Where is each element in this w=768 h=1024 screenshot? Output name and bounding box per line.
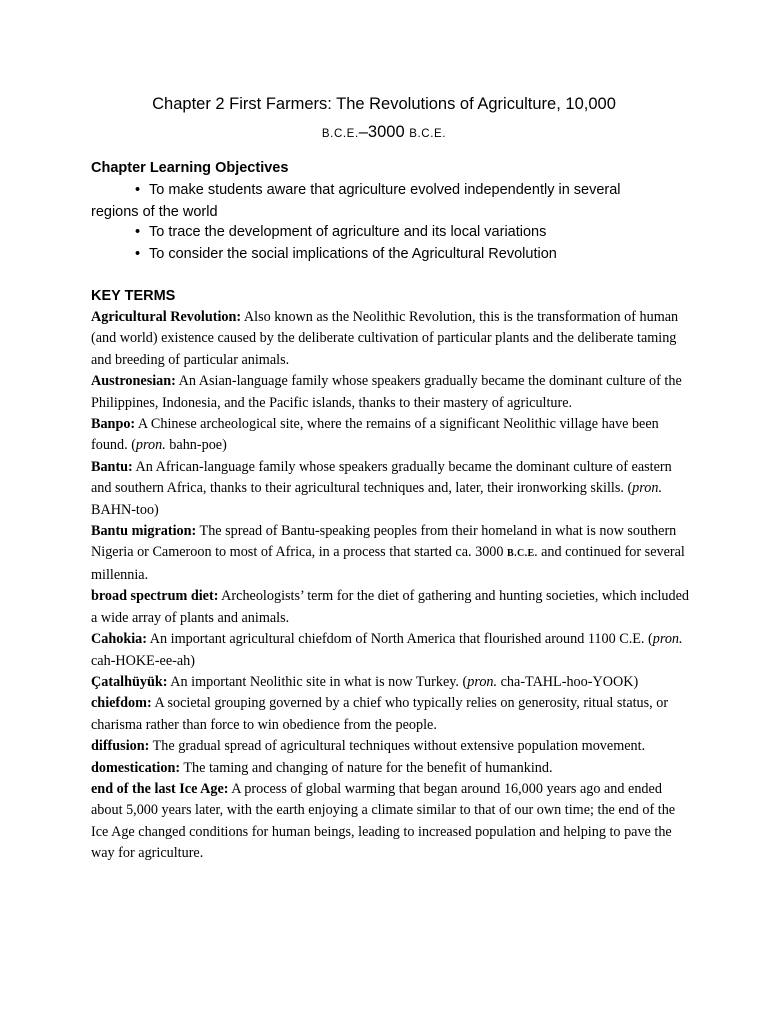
- pron-label: pron.: [135, 437, 166, 454]
- pronunciation: cha-TAHL-hoo-YOOK): [497, 673, 639, 690]
- chapter-title-line-1: [60, 91, 708, 118]
- bullet: •: [135, 182, 141, 198]
- term-name: end of the last Ice Age:: [91, 780, 229, 797]
- objective-text: To trace the development of agriculture and its local variations: [149, 224, 547, 240]
- term-name: broad spectrum diet:: [91, 588, 219, 605]
- bullet: •: [135, 224, 141, 240]
- term-definition: The gradual spread of agricultural techniques without extensive population movement.: [149, 738, 646, 755]
- pron-label: pron.: [467, 673, 498, 690]
- objective-text: To consider the social implications of the Agricultural Revolution: [149, 246, 557, 262]
- key-terms-list: [91, 307, 691, 865]
- term-name: Bantu:: [91, 458, 133, 475]
- term-definition: An African-language family whose speakers gradually became the dominant culture of eastern and southern Africa, thanks to their agricultural techniques and, later, their ironworking skills. (: [91, 458, 672, 497]
- term-entry: [91, 414, 691, 457]
- term-definition: Also known as the Neolithic Revolution, this is the transformation of human (and world) existence caused by the deliberate cultivation of particular plants and the deliberate taming and breeding of particular animals.: [91, 309, 679, 368]
- chapter-title-text: Chapter 2 First Farmers: The Revolutions of Agriculture, 10,000: [152, 95, 616, 113]
- term-definition: A Chinese archeological site, where the remains of a significant Neolithic village have been found. (: [91, 416, 659, 454]
- term-definition: An important agricultural chiefdom of North America that flourished around 1100 C.E. (: [146, 631, 653, 648]
- term-definition: and continued for several millennia.: [91, 544, 685, 583]
- term-entry: [91, 779, 691, 865]
- term-entry: [91, 693, 691, 736]
- chapter-title-line-2: [60, 119, 708, 148]
- pronunciation: BAHN-too): [91, 501, 159, 518]
- term-entry: [91, 629, 691, 672]
- term-definition: The spread of Bantu-speaking peoples from their homeland in what is now southern Nigeria or Cameroon to most of Africa, in a process that started ca. 3000: [91, 523, 677, 561]
- term-name: Agricultural Revolution:: [91, 309, 242, 325]
- term-definition: Archeologists’ term for the diet of gathering and hunting societies, which included a wide array of plants and animals.: [91, 588, 689, 626]
- era-label: B.C.E.: [409, 128, 447, 140]
- objective-item-2: [135, 221, 546, 243]
- era-label: B.C.E.: [507, 548, 538, 560]
- term-entry: [91, 371, 691, 414]
- term-name: domestication:: [91, 759, 181, 776]
- term-name: chiefdom:: [91, 695, 152, 712]
- term-definition: A societal grouping governed by a chief who typically relies on generosity, ritual status, or charisma rather than force to win obedience from the people.: [91, 695, 669, 733]
- objective-text: To make students aware that agriculture evolved independently in several: [149, 182, 621, 198]
- objective-item-3: [135, 243, 557, 265]
- term-name: Bantu migration:: [91, 523, 197, 540]
- pron-label: pron.: [632, 480, 662, 497]
- term-name: diffusion:: [91, 738, 150, 755]
- era-label: B.C.E.: [321, 128, 359, 140]
- term-name: Çatalhüyük:: [91, 673, 168, 690]
- term-definition: A process of global warming that began around 16,000 years ago and ended about 5,000 years later, with the earth enjoying a climate similar to that of our own time; the end of the Ice Age changed conditions for human beings, leading to increased population and helping to pave the way for agriculture.: [91, 780, 676, 862]
- end-year: –3000: [358, 123, 405, 141]
- term-entry: [91, 521, 691, 586]
- term-entry: [91, 672, 691, 693]
- bullet: •: [135, 246, 141, 262]
- term-definition: An important Neolithic site in what is now Turkey. (: [167, 673, 468, 690]
- term-name: Austronesian:: [91, 373, 176, 390]
- term-entry: [91, 457, 691, 521]
- term-definition: The taming and changing of nature for the benefit of humankind.: [180, 759, 553, 776]
- objectives-heading: Chapter Learning Objectives: [91, 160, 289, 176]
- term-entry: [91, 736, 691, 757]
- pronunciation: cah-HOKE-ee-ah): [91, 652, 195, 669]
- term-entry: [91, 307, 691, 371]
- pron-label: pron.: [652, 631, 683, 648]
- term-name: Cahokia:: [91, 631, 147, 648]
- term-entry: [91, 758, 691, 779]
- term-name: Banpo:: [91, 416, 136, 433]
- pronunciation: bahn-poe): [165, 437, 227, 454]
- objective-item-1: [135, 179, 621, 201]
- objective-item-1-continued: [91, 201, 218, 223]
- objective-text: regions of the world: [91, 204, 218, 220]
- key-terms-heading: KEY TERMS: [91, 288, 176, 304]
- term-definition: An Asian-language family whose speakers gradually became the dominant culture of the Philippines, Indonesia, and the Pacific islands, thanks to their mastery of agriculture.: [91, 373, 682, 411]
- term-entry: [91, 586, 691, 629]
